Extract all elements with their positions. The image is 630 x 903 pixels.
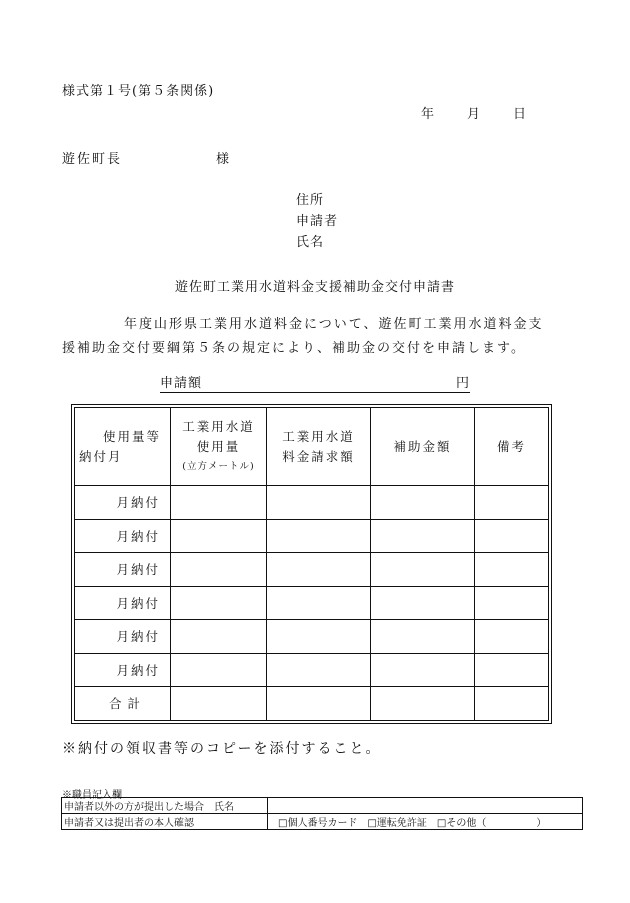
remarks-cell[interactable] — [475, 553, 549, 587]
total-charge-cell[interactable] — [267, 687, 371, 721]
month-cell: 月納付 — [75, 486, 171, 520]
remarks-cell[interactable] — [475, 653, 549, 687]
document-title: 遊佐町工業用水道料金支援補助金交付申請書 — [174, 280, 455, 295]
staff-row-submitter — [62, 798, 583, 814]
applicant-name-label: 氏名 — [296, 235, 325, 250]
table-header-row — [75, 408, 549, 486]
header-charge — [267, 408, 371, 486]
header-remarks: 備考 — [475, 408, 549, 486]
remarks-cell[interactable] — [475, 486, 549, 520]
header-charge-line1: 工業用水道 — [282, 428, 355, 444]
charge-cell[interactable] — [267, 486, 371, 520]
header-water-usage-line2: 使用量 — [196, 438, 241, 454]
header-water-usage-line1: 工業用水道 — [182, 418, 255, 434]
header-usage-month — [75, 408, 171, 486]
charge-cell[interactable] — [267, 519, 371, 553]
total-subsidy-cell[interactable] — [371, 687, 475, 721]
remarks-cell[interactable] — [475, 586, 549, 620]
table-row — [75, 620, 549, 654]
total-usage-cell[interactable] — [171, 687, 267, 721]
month-cell: 月納付 — [75, 620, 171, 654]
month-cell: 月納付 — [75, 519, 171, 553]
usage-cell[interactable] — [171, 519, 267, 553]
subsidy-cell[interactable] — [371, 653, 475, 687]
staff-section-label: ※職員記入欄 — [62, 790, 122, 801]
subsidy-cell[interactable] — [371, 620, 475, 654]
subsidy-cell[interactable] — [371, 553, 475, 587]
addressee-honorific: 様 — [216, 152, 230, 167]
header-water-usage-unit: (立方メートル) — [182, 460, 255, 472]
usage-cell[interactable] — [171, 620, 267, 654]
usage-cell[interactable] — [171, 653, 267, 687]
application-amount-field[interactable] — [160, 372, 470, 393]
attachment-note: ※納付の領収書等のコピーを添付すること。 — [62, 741, 382, 757]
amount-label: 申請額 — [160, 376, 203, 391]
form-number: 様式第１号(第５条関係) — [62, 84, 215, 99]
usage-cell[interactable] — [171, 586, 267, 620]
date-year-label: 年 — [421, 107, 435, 122]
month-cell: 月納付 — [75, 653, 171, 687]
charge-cell[interactable] — [267, 620, 371, 654]
usage-cell[interactable] — [171, 486, 267, 520]
table-row — [75, 519, 549, 553]
charge-cell[interactable] — [267, 653, 371, 687]
charge-cell[interactable] — [267, 586, 371, 620]
header-water-usage — [171, 408, 267, 486]
month-cell: 月納付 — [75, 553, 171, 587]
staff-entry-table — [61, 797, 583, 830]
header-charge-line2: 料金請求額 — [282, 448, 355, 464]
staff-row-identity — [62, 814, 583, 830]
remarks-cell[interactable] — [475, 620, 549, 654]
table-total-row — [75, 687, 549, 721]
submitter-name-field[interactable] — [268, 798, 583, 814]
subsidy-cell[interactable] — [371, 486, 475, 520]
header-subsidy: 補助金額 — [371, 408, 475, 486]
charge-cell[interactable] — [267, 553, 371, 587]
remarks-cell[interactable] — [475, 519, 549, 553]
table-row — [75, 486, 549, 520]
body-line-1: 年度山形県工業用水道料金について、遊佐町工業用水道料金支 — [124, 317, 544, 332]
subsidy-cell[interactable] — [371, 519, 475, 553]
applicant-address-label: 住所 — [296, 193, 325, 208]
total-label: 合計 — [75, 687, 171, 721]
table-row — [75, 653, 549, 687]
table-row — [75, 553, 549, 587]
month-cell: 月納付 — [75, 586, 171, 620]
payment-table — [74, 407, 549, 721]
submitter-name-label: 申請者以外の方が提出した場合 氏名 — [62, 798, 268, 814]
date-day-label: 日 — [513, 107, 527, 122]
identity-check-options[interactable]: □個人番号カード □運転免許証 □その他（ ） — [268, 814, 583, 830]
table-row — [75, 586, 549, 620]
total-remarks-cell[interactable] — [475, 687, 549, 721]
addressee-name: 遊佐町長 — [62, 152, 123, 167]
applicant-block — [296, 190, 338, 253]
header-usage-month-line1: 使用量等 — [103, 428, 162, 444]
body-line-2: 援補助金交付要綱第５条の規定により、補助金の交付を申請します。 — [62, 341, 526, 356]
usage-cell[interactable] — [171, 553, 267, 587]
date-month-label: 月 — [467, 107, 481, 122]
subsidy-cell[interactable] — [371, 586, 475, 620]
header-usage-month-line2: 納付月 — [79, 448, 123, 464]
amount-unit: 円 — [455, 376, 470, 391]
identity-check-label: 申請者又は提出者の本人確認 — [62, 814, 268, 830]
applicant-label: 申請者 — [296, 214, 339, 229]
body-text — [62, 313, 582, 361]
